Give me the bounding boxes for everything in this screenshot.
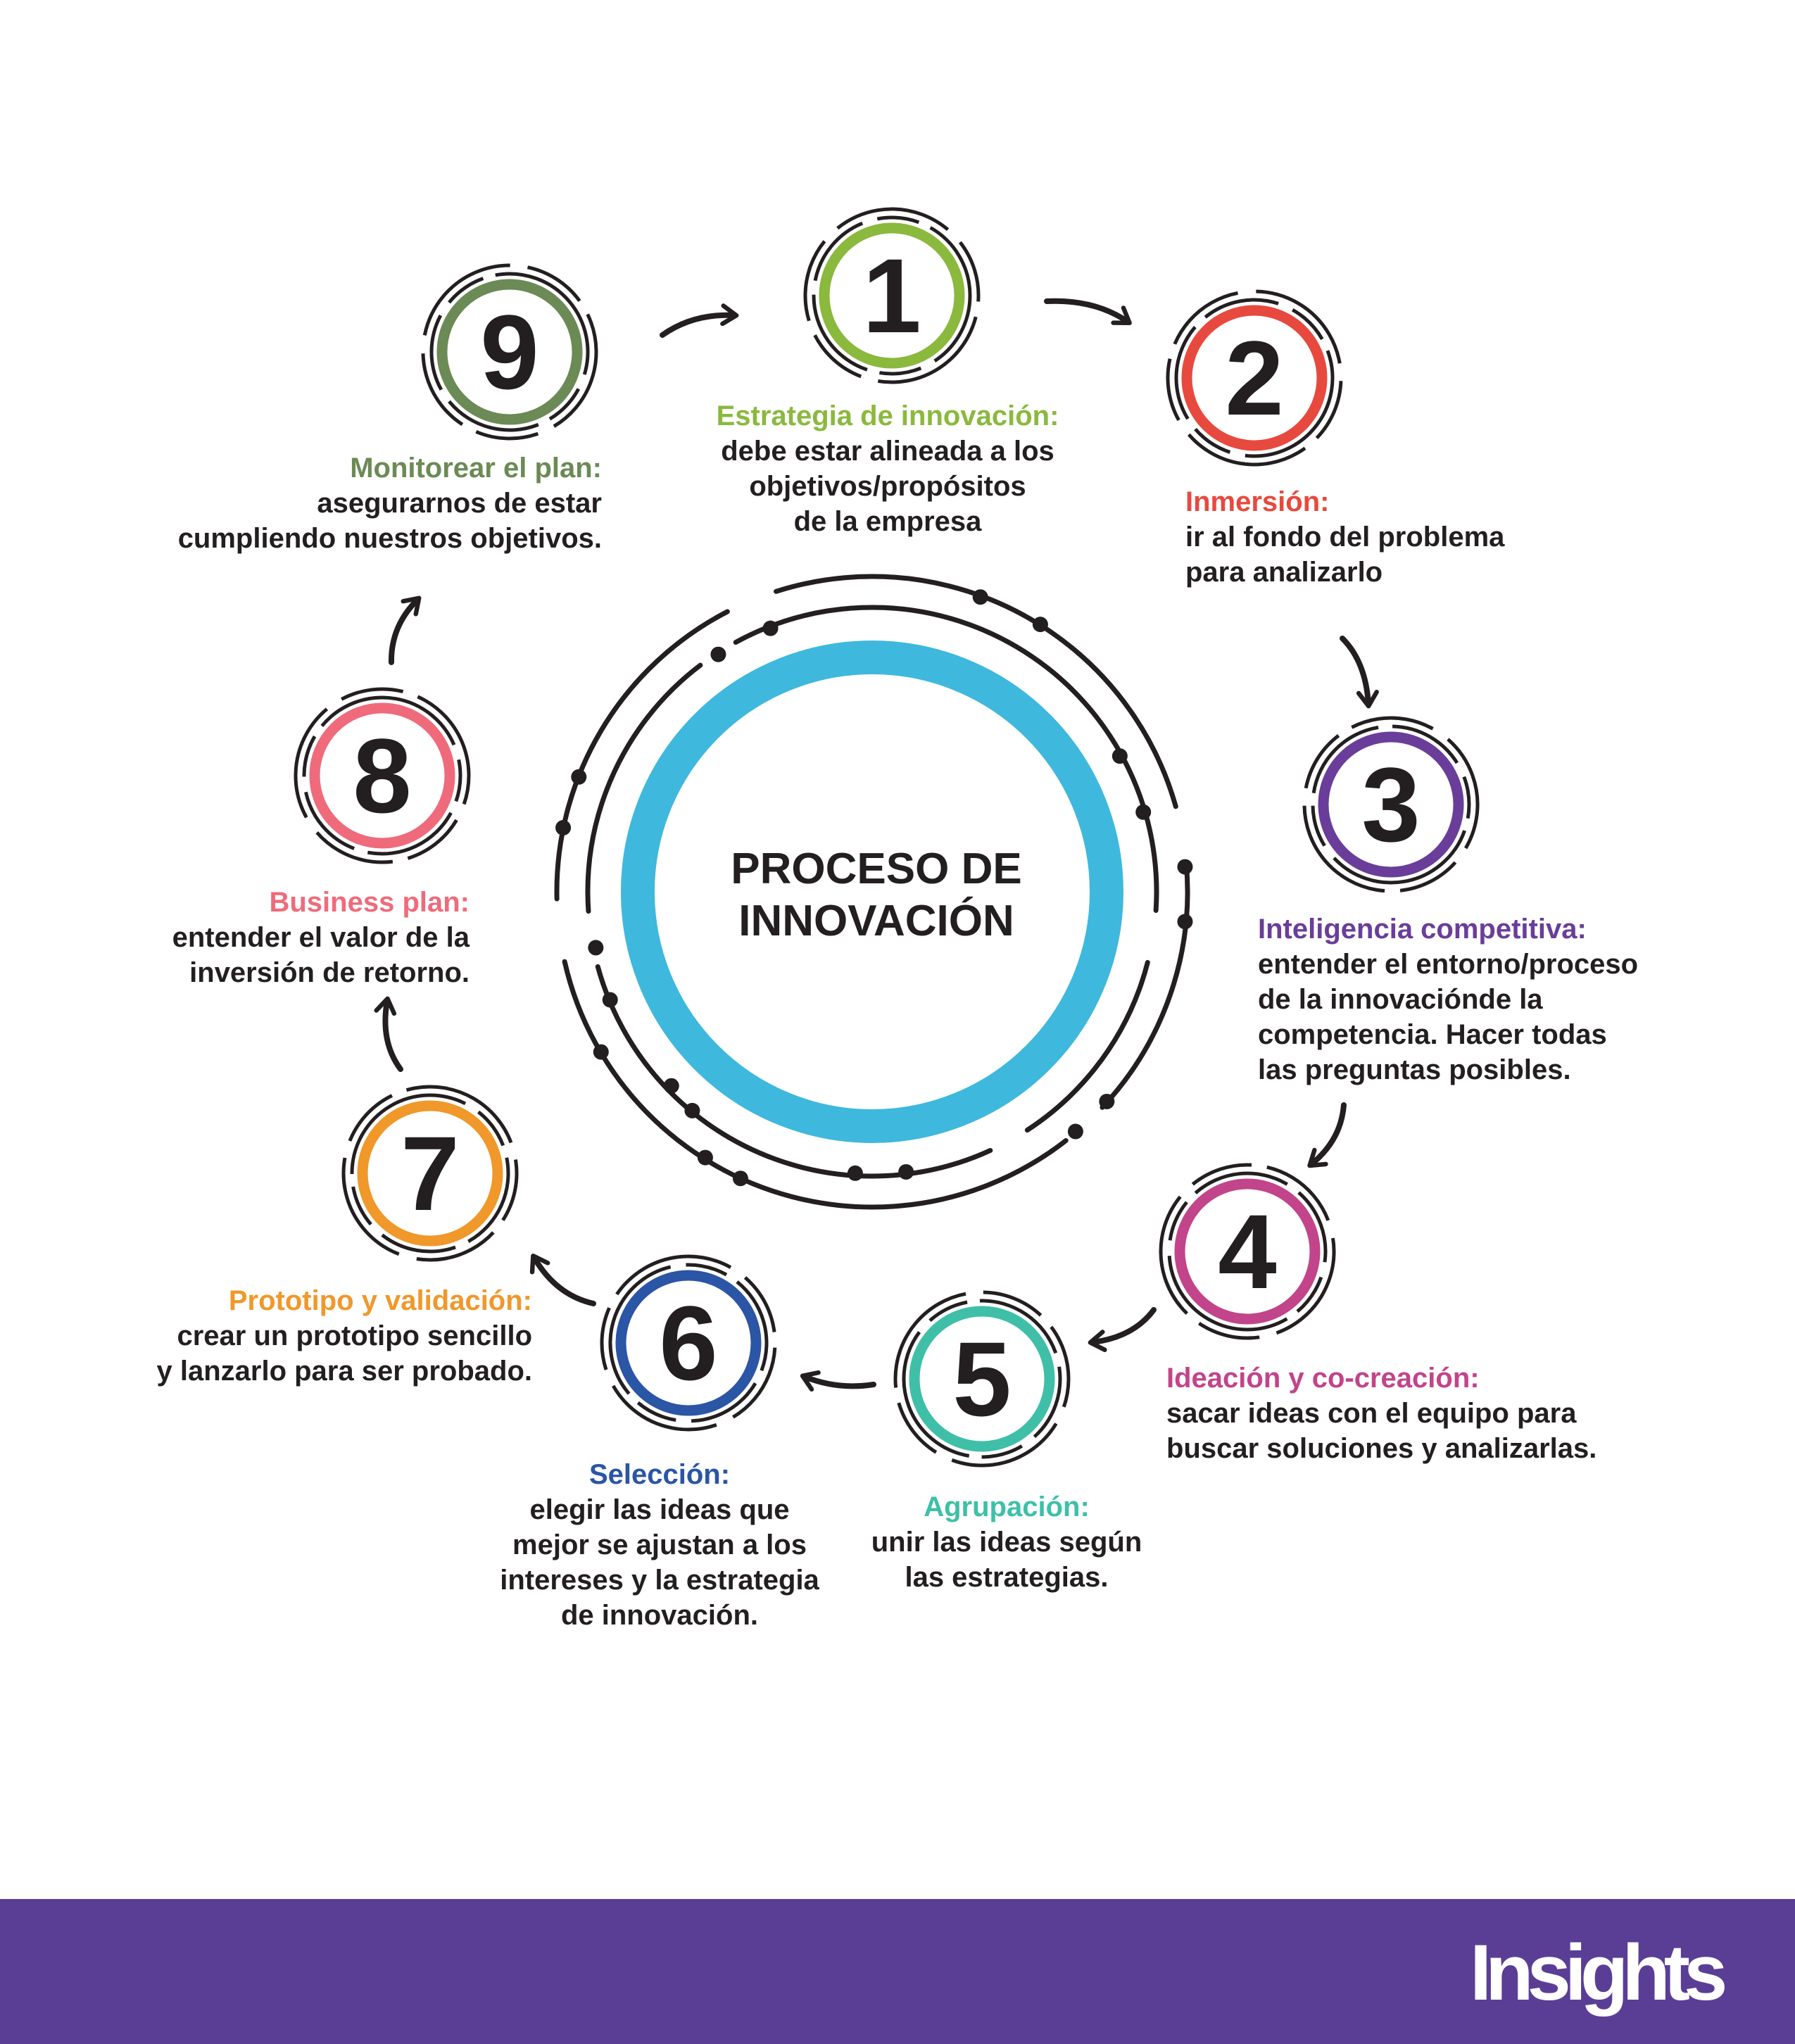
- step-title: Agrupación:: [924, 1491, 1090, 1522]
- step-5-badge: [882, 1279, 1083, 1480]
- step-title: Ideación y co-creación:: [1166, 1363, 1480, 1394]
- step-description-line: mejor se ajustan a los: [512, 1529, 807, 1560]
- orbit-dot: [733, 1171, 748, 1186]
- step-description-line: de innovación.: [560, 1600, 759, 1631]
- step-title: Monitorear el plan:: [350, 453, 602, 484]
- step-description-line: inversión de retorno.: [189, 957, 470, 988]
- orbit-dot: [1177, 859, 1192, 875]
- step-9-description: [178, 450, 602, 556]
- step-6-description: [500, 1457, 819, 1633]
- orbit-dot: [973, 589, 988, 605]
- arrow-icon: [534, 1258, 593, 1304]
- step-title: Prototipo y validación:: [228, 1285, 532, 1316]
- step-7-badge: [323, 1066, 536, 1280]
- step-description-line: buscar soluciones y analizarlas.: [1166, 1433, 1597, 1464]
- orbit-dot: [664, 1078, 679, 1094]
- step-title: Inmersión:: [1185, 486, 1330, 517]
- step-5-description: [871, 1489, 1142, 1595]
- diagram-title: [731, 843, 1021, 947]
- step-description-line: asegurarnos de estar: [317, 488, 602, 519]
- step-4-badge: [1126, 1130, 1370, 1374]
- step-description-line: las preguntas posibles.: [1258, 1054, 1571, 1085]
- orbit-dot: [588, 940, 603, 955]
- step-description-line: sacar ideas con el equipo para: [1166, 1398, 1577, 1429]
- step-description-line: las estrategias.: [905, 1562, 1109, 1593]
- step-description-line: entender el entorno/proceso: [1258, 949, 1639, 980]
- orbit-dot: [763, 621, 779, 636]
- arrow-icon: [662, 315, 734, 335]
- orbit-dot: [603, 992, 618, 1007]
- step-description-line: unir las ideas según: [871, 1527, 1142, 1558]
- step-description-line: elegir las ideas que: [529, 1494, 790, 1525]
- step-title: Inteligencia competitiva:: [1258, 914, 1587, 945]
- arrow-icon: [385, 1001, 401, 1069]
- step-description-line: ir al fondo del problema: [1185, 522, 1505, 553]
- title-line-1: PROCESO DE: [731, 845, 1022, 893]
- arrow-icon: [1311, 1105, 1344, 1164]
- step-8-description: [172, 885, 470, 990]
- orbit-dot: [1112, 748, 1128, 764]
- arrow-icon: [805, 1377, 874, 1386]
- step-number: 5: [952, 1320, 1012, 1438]
- step-description-line: para analizarlo: [1185, 557, 1383, 588]
- arrow-icon: [1092, 1310, 1154, 1342]
- orbit-dot: [710, 647, 726, 662]
- orbit-dot: [1135, 805, 1151, 820]
- step-title: Selección:: [588, 1459, 731, 1490]
- step-description-line: entender el valor de la: [172, 922, 470, 953]
- step-number: 4: [1218, 1192, 1277, 1311]
- step-6-badge: [567, 1221, 811, 1465]
- orbit-dot: [1177, 914, 1192, 929]
- step-3-badge: [1291, 705, 1492, 905]
- arrow-icon: [391, 600, 417, 662]
- step-description-line: competencia. Hacer todas: [1258, 1019, 1607, 1050]
- step-number: 6: [659, 1284, 718, 1402]
- step-7-description: [157, 1283, 533, 1389]
- step-2-badge: [1136, 260, 1373, 496]
- insights-logo: Insights: [1470, 1929, 1722, 2017]
- step-title: Business plan:: [269, 887, 470, 918]
- step-9-badge: [398, 241, 620, 462]
- orbit-dot: [848, 1166, 863, 1181]
- arrow-icon: [1342, 638, 1368, 704]
- step-number: 2: [1225, 319, 1284, 437]
- orbit-dot: [1033, 617, 1048, 632]
- orbit-dot: [593, 1045, 609, 1060]
- step-2-description: [1185, 484, 1504, 590]
- step-description-line: de la empresa: [793, 506, 982, 537]
- step-number: 3: [1361, 745, 1421, 864]
- step-8-badge: [264, 657, 500, 894]
- orbit-dot: [555, 820, 571, 835]
- step-4-description: [1166, 1361, 1596, 1466]
- step-description-line: debe estar alineada a los: [721, 436, 1054, 467]
- step-1-badge: [781, 184, 1002, 406]
- orbit-dot: [1099, 1094, 1114, 1109]
- orbit-dot: [1068, 1124, 1083, 1140]
- step-number: 9: [480, 293, 539, 411]
- title-line-2: INNOVACIÓN: [738, 897, 1014, 945]
- step-description-line: intereses y la estrategia: [500, 1565, 819, 1596]
- orbit-dot: [898, 1164, 914, 1180]
- step-number: 7: [401, 1114, 460, 1232]
- step-description-line: objetivos/propósitos: [749, 471, 1026, 502]
- step-number: 1: [862, 236, 921, 355]
- step-description-line: crear un prototipo sencillo: [177, 1320, 532, 1351]
- step-description-line: cumpliendo nuestros objetivos.: [177, 523, 602, 554]
- step-number: 8: [353, 717, 412, 835]
- step-3-description: [1258, 911, 1638, 1087]
- orbit-dot: [698, 1150, 713, 1166]
- step-description-line: y lanzarlo para ser probado.: [156, 1356, 532, 1387]
- step-1-description: [717, 398, 1059, 539]
- step-title: Estrategia de innovación:: [716, 400, 1059, 431]
- orbit-dot: [571, 769, 586, 785]
- arrow-icon: [1047, 301, 1128, 322]
- orbit-dot: [684, 1103, 700, 1118]
- step-description-line: de la innovaciónde la: [1258, 984, 1543, 1015]
